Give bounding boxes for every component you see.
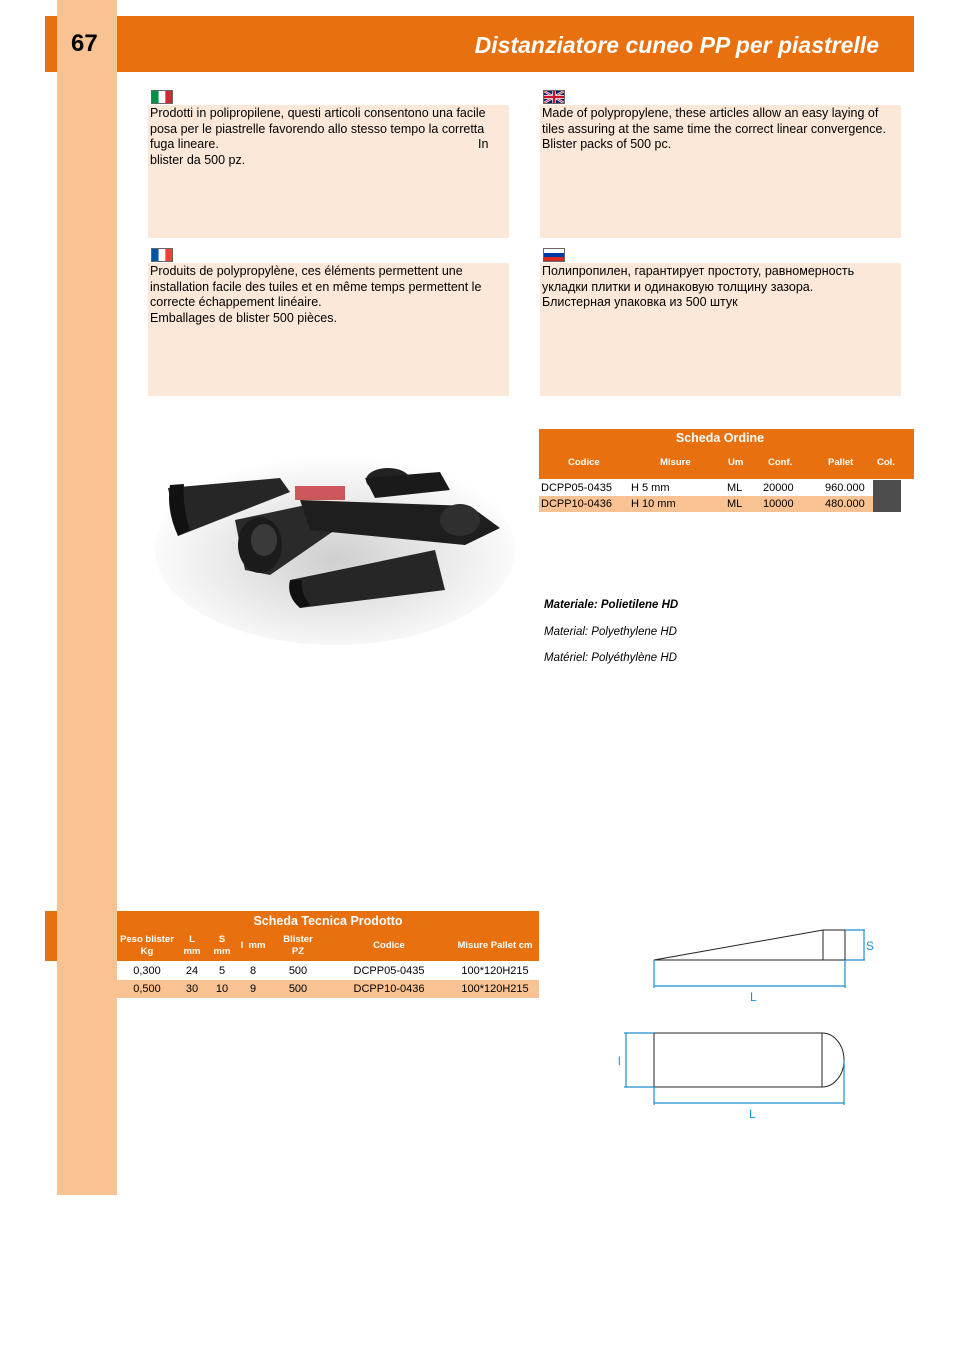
top-view-drawing bbox=[612, 1025, 862, 1125]
tech-col-s-unit: mm bbox=[213, 946, 231, 957]
order-sheet-title: Scheda Ordine bbox=[675, 431, 765, 445]
description-en: Made of polypropylene, these articles allow an easy laying of tiles assuring at the same time the correct linear convergence. Blister packs of 500 pc. bbox=[540, 105, 901, 238]
order-codice: DCPP05-0435 bbox=[541, 482, 612, 494]
tech-s: 5 bbox=[218, 965, 226, 977]
dim-s-label: S bbox=[866, 939, 875, 953]
order-color-swatch bbox=[873, 480, 901, 496]
tech-l: 30 bbox=[177, 980, 207, 998]
order-conf: 10000 bbox=[761, 496, 823, 512]
order-col-um: Um bbox=[728, 457, 744, 468]
order-codice: DCPP10-0436 bbox=[539, 496, 629, 512]
order-col-pallet: Pallet bbox=[828, 457, 854, 468]
description-fr: Produits de polypropylène, ces éléments permettent une installation facile des tuiles et en même temps permettent le correcte échappement linéaire. Emballages de blister 500 pièces. bbox=[148, 263, 509, 396]
order-table bbox=[539, 480, 901, 512]
description-ru: Полипропилен, гарантирует простоту, равномерность укладки плитки и одинаковую толщину зазора. Блистерная упаковка из 500 штук bbox=[540, 263, 901, 396]
tech-col-l-unit: mm bbox=[183, 946, 201, 957]
tech-col-blister-label: Blister bbox=[283, 934, 313, 945]
tech-codice: DCPP05-0435 bbox=[353, 965, 425, 977]
tech-table bbox=[117, 962, 539, 998]
order-um: ML bbox=[725, 496, 761, 512]
tech-col-peso bbox=[117, 934, 177, 958]
tech-misure: 100*120H215 bbox=[451, 980, 539, 998]
table-row bbox=[117, 980, 539, 998]
order-misure: H 10 mm bbox=[629, 496, 725, 512]
tech-l: 24 bbox=[185, 965, 199, 977]
tech-i: 9 bbox=[237, 980, 269, 998]
material-fr: Matériel: Polyéthylène HD bbox=[544, 652, 677, 664]
product-photo bbox=[150, 440, 520, 650]
order-sheet-header bbox=[539, 429, 914, 479]
tech-sheet-header bbox=[117, 911, 539, 961]
page-title: Distanziatore cuneo PP per piastrelle bbox=[474, 32, 879, 58]
tech-col-peso-label: Peso blister bbox=[120, 934, 174, 945]
order-col-misure: Misure bbox=[660, 457, 691, 468]
page-number: 67 bbox=[57, 16, 117, 72]
dim-l-label: L bbox=[750, 990, 757, 1004]
tech-blister: 500 bbox=[269, 980, 327, 998]
italy-flag-icon bbox=[151, 90, 173, 104]
tech-codice: DCPP10-0436 bbox=[327, 980, 451, 998]
tech-col-l bbox=[177, 934, 207, 958]
side-view-drawing bbox=[640, 920, 890, 1010]
tech-col-codice: Codice bbox=[373, 940, 405, 951]
order-um: ML bbox=[727, 482, 743, 494]
tech-sheet-title: Scheda Tecnica Prodotto bbox=[253, 914, 403, 928]
tech-i: 8 bbox=[249, 965, 257, 977]
order-pallet: 480.000 bbox=[823, 496, 873, 512]
tech-misure: 100*120H215 bbox=[461, 965, 529, 977]
order-pallet: 960.000 bbox=[825, 482, 865, 494]
tech-col-s bbox=[207, 934, 237, 958]
tech-col-blister-unit: PZ bbox=[291, 946, 305, 957]
description-it: Prodotti in polipropilene, questi articoli consentono una facile posa per le piastrelle favorendo allo stesso tempo la corretta fuga lineare. blister da 500 pz. bbox=[148, 105, 509, 238]
table-row bbox=[539, 480, 901, 496]
tech-peso: 0,300 bbox=[133, 965, 161, 977]
order-col-conf: Conf. bbox=[768, 457, 793, 468]
tech-sheet-tab bbox=[45, 911, 57, 961]
order-conf: 20000 bbox=[763, 482, 794, 494]
tech-col-blister bbox=[269, 934, 327, 958]
material-en: Material: Polyethylene HD bbox=[544, 626, 677, 638]
dim-width-label: l bbox=[618, 1054, 621, 1068]
material-it: Materiale: Polietilene HD bbox=[544, 599, 679, 611]
france-flag-icon bbox=[151, 248, 173, 262]
order-col-codice: Codice bbox=[568, 457, 600, 468]
tech-s: 10 bbox=[207, 980, 237, 998]
tech-col-l-label: L bbox=[189, 934, 195, 945]
order-misure: H 5 mm bbox=[631, 482, 670, 494]
description-it-stray-word: In bbox=[478, 137, 489, 151]
tech-col-i: l mm bbox=[240, 940, 266, 951]
tech-peso: 0,500 bbox=[117, 980, 177, 998]
order-color-swatch bbox=[873, 496, 901, 512]
tech-col-s-label: S bbox=[218, 934, 226, 945]
order-col-col: Col. bbox=[877, 457, 895, 468]
table-row bbox=[539, 496, 901, 512]
tech-blister: 500 bbox=[288, 965, 308, 977]
table-row bbox=[117, 962, 539, 980]
dim-length-label: L bbox=[749, 1107, 756, 1121]
tech-col-misure: Misure Pallet cm bbox=[457, 940, 533, 951]
tech-col-peso-unit: Kg bbox=[140, 946, 154, 957]
russia-flag-icon bbox=[543, 248, 565, 262]
uk-flag-icon bbox=[543, 90, 565, 104]
side-strip bbox=[57, 0, 117, 1195]
